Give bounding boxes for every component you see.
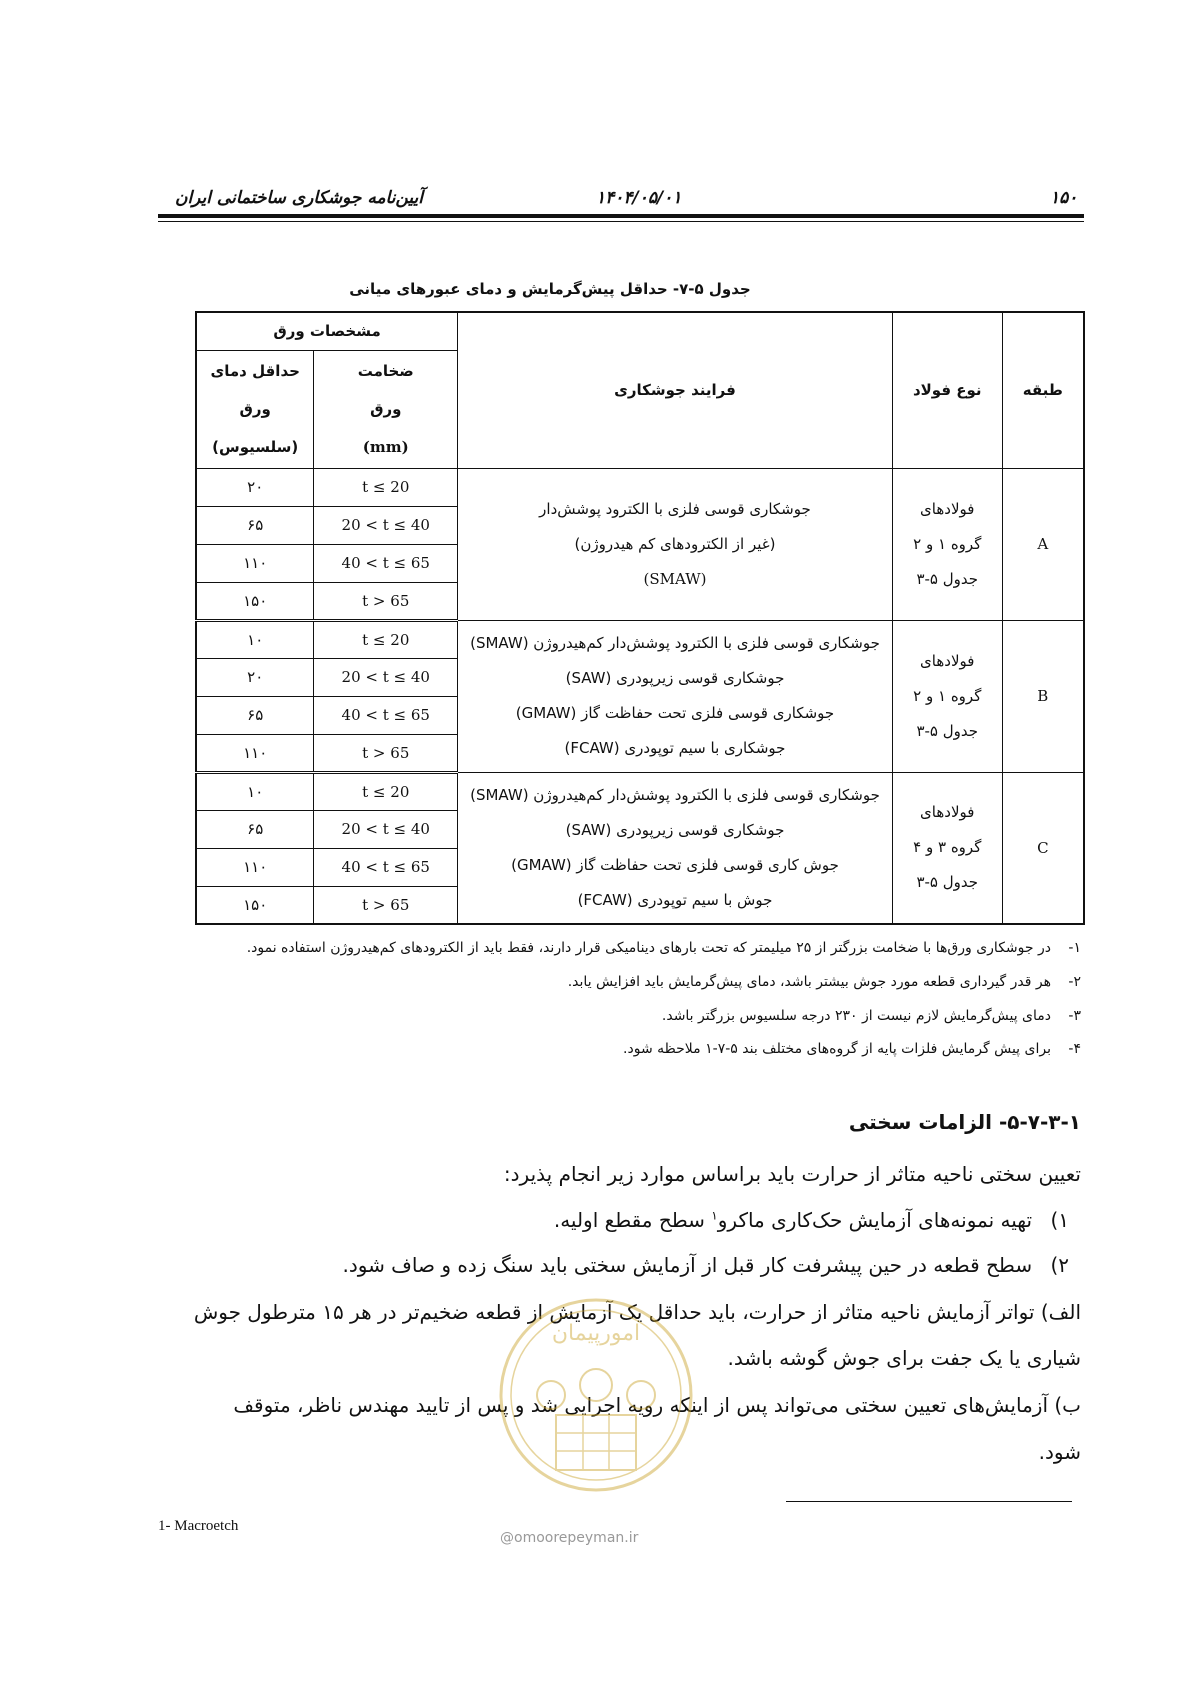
temp-cell: ۱۰ <box>196 772 314 810</box>
running-header-date: ۱۴۰۴/۰۵/۰۱ <box>596 188 682 208</box>
list-item-2-text: سطح قطعه در حین پیشرفت کار قبل از آزمایش سختی باید سنگ زده و صاف شود. <box>342 1253 1033 1277</box>
process-b-line4: جوشکاری با سیم توپودری (FCAW) <box>564 739 786 757</box>
process-c-line4: جوش با سیم توپودری (FCAW) <box>577 890 773 909</box>
section-heading: ۵-۷-۳-۱- الزامات سختی <box>848 1110 1081 1134</box>
thickness-cell: t ≤ 20 <box>314 772 458 810</box>
steel-a-line2: گروه ۱ و ۲ <box>913 534 982 553</box>
header-thickness-unit: (mm) <box>362 438 409 456</box>
header-sheet-specs: مشخصات ورق <box>196 312 458 350</box>
thickness-cell: 40 < t ≤ 65 <box>314 848 458 886</box>
process-a-line3: (SMAW) <box>643 569 707 588</box>
steel-c-line3: جدول ۵-۳ <box>916 873 979 892</box>
list-item-2 <box>342 1253 1069 1277</box>
header-class: طبقه <box>1002 312 1084 468</box>
note-text: هر قدر گیرداری قطعه مورد جوش بیشتر باشد، دمای پیش‌گرمایش باید افزایش یابد. <box>567 974 1051 990</box>
thickness-cell: 20 < t ≤ 40 <box>314 810 458 848</box>
section-intro: تعیین سختی ناحیه متاثر از حرارت باید براساس موارد زیر انجام پذیرد: <box>503 1162 1081 1186</box>
temp-cell: ۶۵ <box>196 506 314 544</box>
class-cell-b: B <box>1002 620 1084 772</box>
footnote-rule <box>786 1501 1072 1502</box>
process-c-line2: جوشکاری قوسی زیرپودری (SAW) <box>565 820 785 839</box>
thickness-cell: 20 < t ≤ 40 <box>314 658 458 696</box>
thickness-cell: t > 65 <box>314 582 458 620</box>
header-min-temp <box>196 350 314 468</box>
process-a-line1: جوشکاری قوسی فلزی با الکترود پوشش‌دار <box>539 499 811 518</box>
header-min-temp-unit: (سلسیوس) <box>212 438 299 456</box>
list-item-2-number: ۲) <box>1050 1253 1069 1277</box>
temp-cell: ۲۰ <box>196 468 314 506</box>
paragraph-b-line1: ب) آزمایش‌های تعیین سختی می‌تواند پس از اینکه رویه اجرایی شد و پس از تایید مهندس ناظر، متوقف <box>233 1393 1081 1417</box>
paragraph-b-line2: شود. <box>1038 1440 1081 1464</box>
steel-a-line1: فولادهای <box>920 499 975 518</box>
table-note <box>568 974 1081 990</box>
temp-cell: ۱۱۰ <box>196 544 314 582</box>
header-thickness-line1: ضخامت <box>357 362 414 380</box>
header-process: فرایند جوشکاری <box>458 312 893 468</box>
process-cell-a <box>458 468 893 620</box>
process-c-line3: جوش کاری قوسی فلزی تحت حفاظت گاز (GMAW) <box>511 855 839 874</box>
thickness-cell: t > 65 <box>314 886 458 924</box>
note-number: ۲- <box>1068 974 1081 990</box>
header-rule-thin <box>158 221 1084 222</box>
process-b-line2: جوشکاری قوسی زیرپودری (SAW) <box>565 669 785 687</box>
temp-cell: ۲۰ <box>196 658 314 696</box>
temp-cell: ۱۱۰ <box>196 734 314 772</box>
paragraph-a-line2: شیاری یا یک جفت برای جوش گوشه باشد. <box>727 1346 1081 1370</box>
watermark-site: @omoorepeyman.ir <box>500 1530 639 1546</box>
steel-cell-c <box>892 772 1002 924</box>
thickness-cell: 20 < t ≤ 40 <box>314 506 458 544</box>
list-item-1-tail: سطح مقطع اولیه. <box>553 1208 712 1232</box>
header-thickness <box>314 350 458 468</box>
page-number: ۱۵۰ <box>1050 188 1078 208</box>
watermark-logo <box>496 1295 696 1495</box>
steel-b-line2: گروه ۱ و ۲ <box>913 686 982 705</box>
list-item-1 <box>554 1208 1069 1232</box>
steel-c-line1: فولادهای <box>920 803 975 822</box>
table-note <box>662 1008 1081 1024</box>
thickness-cell: 40 < t ≤ 65 <box>314 696 458 734</box>
steel-a-line3: جدول ۵-۳ <box>916 569 979 588</box>
process-a-line2: (غیر از الکترودهای کم هیدروژن) <box>574 534 776 553</box>
running-header-title: آیین‌نامه جوشکاری ساختمانی ایران <box>174 188 423 208</box>
class-cell-a: A <box>1002 468 1084 620</box>
steel-c-line2: گروه ۳ و ۴ <box>913 838 982 857</box>
list-item-1-number: ۱) <box>1050 1208 1069 1232</box>
temp-cell: ۱۵۰ <box>196 582 314 620</box>
temp-cell: ۱۵۰ <box>196 886 314 924</box>
header-thickness-line2: ورق <box>370 400 402 418</box>
temp-cell: ۶۵ <box>196 696 314 734</box>
thickness-cell: t ≤ 20 <box>314 468 458 506</box>
temp-cell: ۱۰ <box>196 620 314 658</box>
thickness-cell: t > 65 <box>314 734 458 772</box>
paragraph-a-line1: الف) تواتر آزمایش ناحیه متاثر از حرارت، باید حداقل یک آزمایش از قطعه ضخیم‌تر در هر ۱۵ مترطول جوش <box>193 1300 1081 1324</box>
header-min-temp-line1: حداقل دمای <box>210 362 300 380</box>
header-min-temp-line2: ورق <box>239 400 271 418</box>
header-rule-thick <box>158 214 1084 218</box>
list-item-1-text: تهیه نمونه‌های آزمایش حک‌کاری ماکرو <box>717 1208 1033 1232</box>
note-number: ۴- <box>1068 1041 1081 1057</box>
table-caption: جدول ۵-۷- حداقل پیش‌گرمایش و دمای عبورهای میانی <box>349 280 751 298</box>
footnote-ref: ۱ <box>711 1208 718 1223</box>
process-b-line3: جوشکاری قوسی فلزی تحت حفاظت گاز (GMAW) <box>515 704 835 722</box>
process-b-line1: جوشکاری قوسی فلزی با الکترود پوشش‌دار کم‌هیدروژن (SMAW) <box>470 634 880 652</box>
process-c-line1: جوشکاری قوسی فلزی با الکترود پوشش‌دار کم‌هیدروژن (SMAW) <box>470 785 880 804</box>
note-number: ۳- <box>1068 1008 1081 1024</box>
steel-cell-a <box>892 468 1002 620</box>
watermark-logo-text: امورپیمان <box>551 1321 641 1346</box>
temp-cell: ۶۵ <box>196 810 314 848</box>
preheat-table <box>195 311 1085 925</box>
steel-b-line1: فولادهای <box>920 651 975 670</box>
steel-b-line3: جدول ۵-۳ <box>916 721 979 740</box>
steel-cell-b <box>892 620 1002 772</box>
note-number: ۱- <box>1068 940 1081 956</box>
note-text: در جوشکاری ورق‌ها با ضخامت بزرگتر از ۲۵ میلیمتر که تحت بارهای دینامیکی قرار دارند، فقط باید از الکترودهای کم‌هیدروژن استفاده نمود. <box>246 940 1051 956</box>
thickness-cell: 40 < t ≤ 65 <box>314 544 458 582</box>
header-steel-type: نوع فولاد <box>892 312 1002 468</box>
temp-cell: ۱۱۰ <box>196 848 314 886</box>
footnote: 1- Macroetch <box>158 1518 239 1534</box>
table-note <box>623 1041 1081 1057</box>
process-cell-c <box>458 772 893 924</box>
thickness-cell: t ≤ 20 <box>314 620 458 658</box>
class-cell-c: C <box>1002 772 1084 924</box>
process-cell-b <box>458 620 893 772</box>
note-text: دمای پیش‌گرمایش لازم نیست از ۲۳۰ درجه سلسیوس بزرگتر باشد. <box>661 1008 1051 1024</box>
table-note <box>247 940 1081 956</box>
note-text: برای پیش گرمایش فلزات پایه از گروه‌های مختلف بند ۵-۷-۱ ملاحظه شود. <box>623 1041 1051 1057</box>
